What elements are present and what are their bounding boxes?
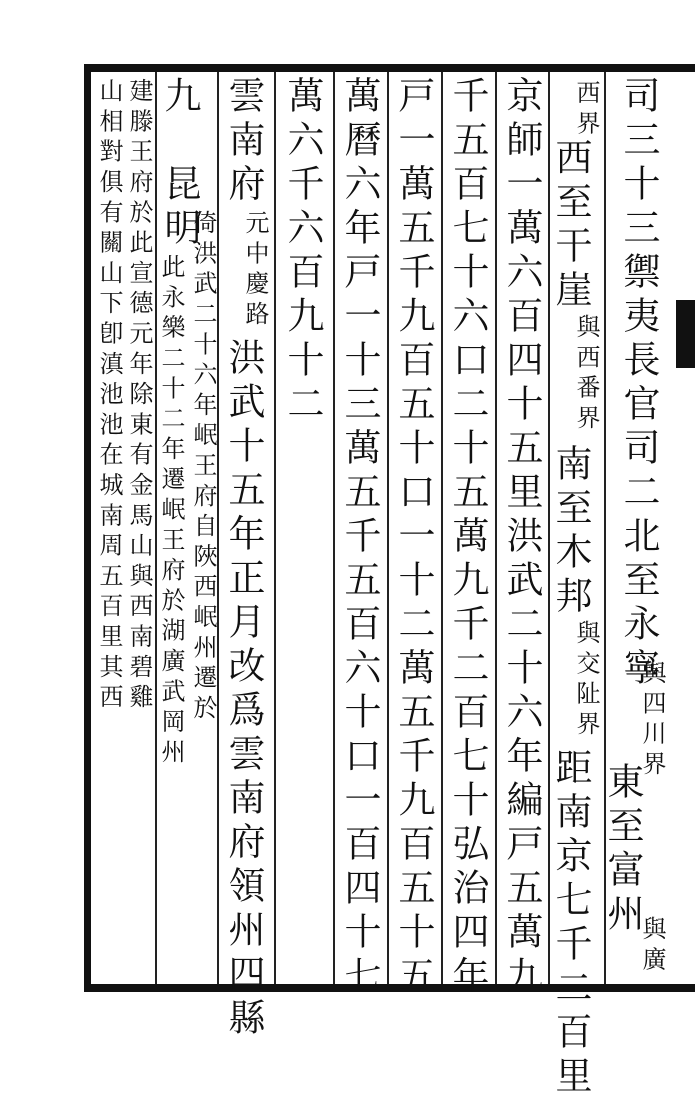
text-column-4	[443, 76, 495, 1000]
main-text: 雲南府	[222, 76, 265, 208]
main-text: 九 昆明	[158, 76, 201, 252]
page-edge-mark	[676, 300, 695, 368]
main-text: 南至木邦	[549, 444, 592, 620]
annotation-text: 倚洪武二十六年岷王府自陜西岷州遷於	[189, 210, 217, 726]
bottom-border	[84, 984, 695, 992]
main-text: 戸一萬五千九百五十口一十二萬五千九百五十五	[392, 76, 435, 1000]
text-column-10	[93, 76, 155, 982]
text-column-9	[157, 76, 217, 982]
main-text: 洪武十五年正月改爲雲南府領州四縣	[222, 338, 265, 1042]
main-text: 京師一萬六百四十五里洪武二十六年編戸五萬九	[500, 76, 543, 1000]
text-column-7	[276, 76, 333, 982]
text-column-8	[219, 76, 274, 1042]
annotation-text: 與四川界	[638, 660, 666, 782]
text-column-6	[335, 76, 387, 1000]
annotation-text: 西界	[572, 80, 600, 141]
main-text: 距南京七千二百里	[549, 748, 592, 1100]
annotation-text: 建滕王府於此宣德元年除東有金馬山與西南碧雞	[125, 78, 153, 715]
annotation-text: 與廣	[638, 916, 666, 977]
main-text: 千五百七十六口二十五萬九千二百七十弘治四年	[446, 76, 489, 1000]
text-column-3	[497, 76, 548, 1000]
top-border	[84, 64, 695, 72]
annotation-text: 與交阯界	[572, 620, 600, 742]
main-text: 萬曆六年戸一十三萬五千五百六十口一百四十七	[338, 76, 381, 1000]
annotation-text: 此永樂二十二年遷岷王府於湖廣武岡州	[157, 254, 185, 770]
main-text: 東至富州	[601, 762, 644, 938]
left-border	[84, 64, 91, 992]
annotation-text: 與西番界	[572, 314, 600, 436]
annotation-text: 山相對俱有關山下卽滇池池在城南周五百里其西	[95, 78, 123, 715]
text-column-2	[549, 76, 604, 1100]
text-column-1	[601, 76, 676, 982]
main-text: 萬六千六百九十二	[281, 76, 324, 428]
text-column-5	[389, 76, 441, 1000]
main-text: 司三十三禦夷長官司二北至永寧	[617, 76, 660, 692]
main-text: 西至干崖	[549, 138, 592, 314]
annotation-text: 元中慶路	[241, 210, 269, 332]
